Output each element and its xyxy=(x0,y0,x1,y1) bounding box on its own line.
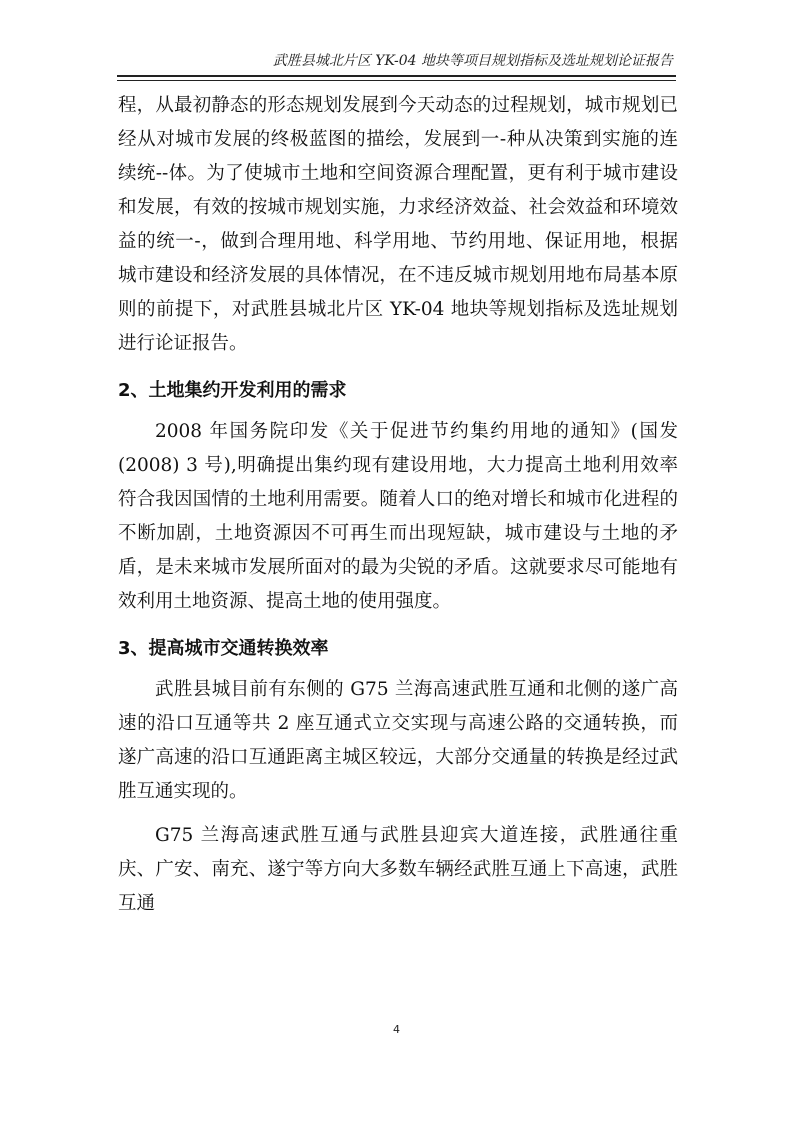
section-heading-3: 3、提高城市交通转换效率 xyxy=(118,638,329,659)
page-number: 4 xyxy=(393,1023,400,1036)
running-header-title: 武胜县城北片区 YK-04 地块等项目规划指标及选址规划论证报告 xyxy=(272,53,673,69)
paragraph-continued: 程，从最初静态的形态规划发展到今天动态的过程规划，城市规划已经从对城市发展的终极蓝图的描绘，发展到一-种从决策到实施的连续统--体。为了使城市土地和空间资源合理配置，更有利于城市建设和发展，有效的按城市规划实施，力求经济效益、社会效益和环境效益的统一-，做到合理用地、科学用地、节约用地、保证用地，根据城市建设和经济发展的具体情况，在不违反城市规划用地布局基本原则的前提下，对武胜县城北片区 YK-04 地块等规划指标及选址规划进行论证报告。 xyxy=(118,95,678,354)
paragraph-traffic-1: 武胜县城目前有东侧的 G75 兰海高速武胜互通和北侧的遂广高速的沿口互通等共 2 座互通式立交实现与高速公路的交通转换，而遂广高速的沿口互通距离主城区较远，大部分交通量的转换是经过武胜互通实现的。 xyxy=(118,679,678,802)
paragraph-land-use: 2008 年国务院印发《关于促进节约集约用地的通知》(国发(2008) 3 号),明确提出集约现有建设用地，大力提高土地利用效率符合我因国情的土地利用需要。随着人口的绝对增长和城市化进程的不断加剧，土地资源因不可再生而出现短缺，城市建设与土地的矛盾，是未来城市发展所面对的最为尖锐的矛盾。这就要求尽可能地有效利用土地资源、提高土地的使用强度。 xyxy=(118,421,678,612)
paragraph-traffic-2: G75 兰海高速武胜互通与武胜县迎宾大道连接，武胜通往重庆、广安、南充、遂宁等方向大多数车辆经武胜互通上下高速，武胜互通 xyxy=(118,825,678,914)
section-heading-2: 2、土地集约开发利用的需求 xyxy=(118,380,347,401)
header-rule-thick xyxy=(117,75,676,77)
header-rule-thin xyxy=(117,80,676,81)
body-text xyxy=(118,89,678,921)
